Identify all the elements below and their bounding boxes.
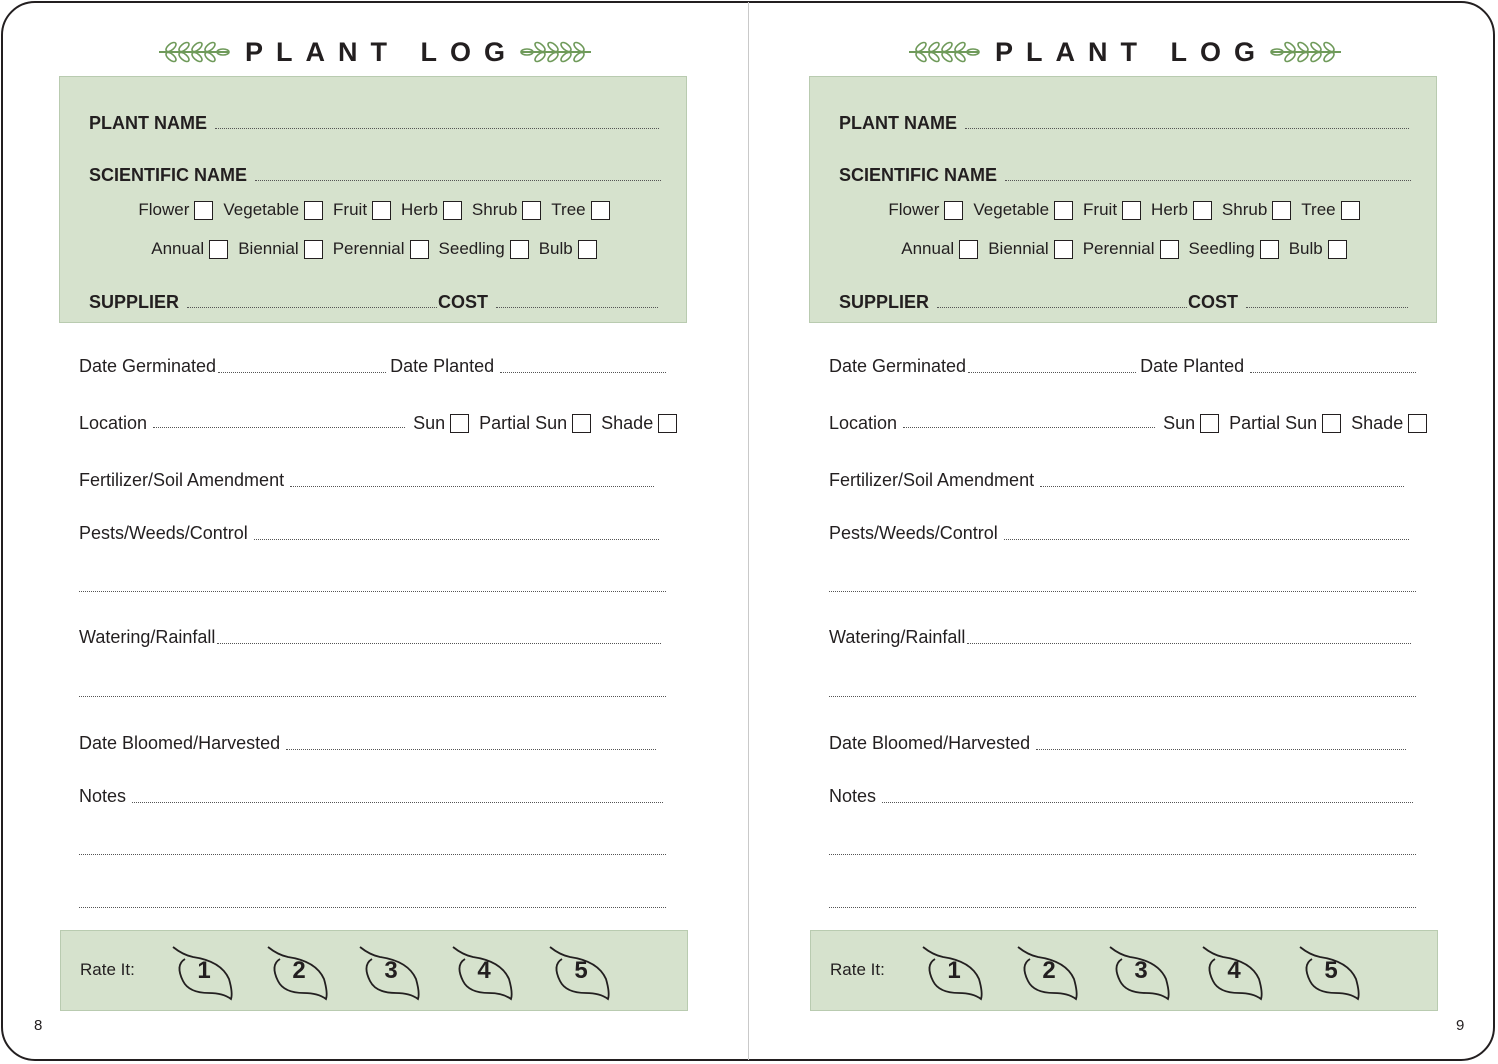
bloomed-line — [1036, 749, 1406, 750]
page-number: 9 — [1456, 1017, 1465, 1034]
option-partial-sun[interactable] — [479, 413, 591, 434]
bloomed-field[interactable] — [79, 733, 656, 754]
rating-leaf-4[interactable] — [451, 943, 517, 1001]
option-sun[interactable] — [1163, 413, 1219, 434]
page-title-row — [750, 30, 1498, 74]
notes-line — [882, 802, 1413, 803]
plant-name-field[interactable] — [839, 113, 1409, 134]
checkbox[interactable] — [1272, 201, 1291, 220]
pests-line — [1004, 539, 1409, 540]
watering-line — [967, 643, 1411, 644]
cost-line — [1246, 307, 1408, 308]
bloomed-line — [286, 749, 656, 750]
plant-info-panel — [809, 76, 1437, 323]
option-shrub[interactable] — [472, 200, 541, 220]
option-label: Shade — [1351, 413, 1404, 433]
option-label: Shrub — [471, 200, 518, 219]
checkbox[interactable] — [1328, 240, 1347, 259]
right-page — [750, 0, 1498, 1064]
option-vegetable[interactable] — [973, 200, 1073, 220]
option-shade[interactable] — [601, 413, 677, 434]
checkbox[interactable] — [1322, 414, 1341, 433]
plant-info-panel — [59, 76, 687, 323]
checkbox[interactable] — [1193, 201, 1212, 220]
watering-extra-line[interactable] — [79, 696, 666, 697]
option-label: Perennial — [332, 239, 405, 258]
location-label: Location — [829, 413, 898, 433]
option-label: Bulb — [538, 239, 573, 258]
date-planted-line — [1250, 372, 1416, 373]
option-label: Annual — [151, 239, 205, 258]
cost-field[interactable] — [438, 292, 658, 313]
date-germinated-line — [968, 372, 1136, 373]
checkbox[interactable] — [443, 201, 462, 220]
fertilizer-label: Fertilizer/Soil Amendment — [829, 470, 1035, 490]
fertilizer-line — [290, 486, 654, 487]
option-biennial[interactable] — [238, 239, 323, 259]
plant-name-label: PLANT NAME — [839, 113, 957, 133]
rating-panel — [60, 930, 688, 1011]
rate-label: Rate It: — [830, 960, 885, 979]
rating-leaf-5[interactable] — [1298, 943, 1364, 1001]
option-herb[interactable] — [401, 200, 462, 220]
option-label: Perennial — [1082, 239, 1155, 258]
rating-number: 5 — [1324, 957, 1338, 984]
rating-leaf-3[interactable] — [358, 943, 424, 1001]
notes-label: Notes — [79, 786, 127, 806]
cost-label: COST — [438, 292, 489, 312]
notes-extra-line[interactable] — [79, 907, 666, 908]
plant-type-options — [60, 200, 688, 220]
option-label: Tree — [551, 200, 586, 219]
checkbox[interactable] — [1054, 240, 1073, 259]
option-label: Sun — [413, 413, 446, 433]
supplier-field[interactable] — [89, 292, 437, 313]
rating-number: 4 — [1227, 957, 1241, 984]
option-perennial[interactable] — [1083, 239, 1179, 259]
plant-name-field[interactable] — [89, 113, 659, 134]
scientific-name-field[interactable] — [89, 165, 661, 186]
date-germinated-field[interactable] — [79, 356, 666, 377]
checkbox[interactable] — [1054, 201, 1073, 220]
option-label: Shrub — [1221, 200, 1268, 219]
checkbox[interactable] — [304, 240, 323, 259]
option-shade[interactable] — [1351, 413, 1427, 434]
option-fruit[interactable] — [1083, 200, 1141, 220]
page-title: PLANT LOG — [995, 36, 1268, 67]
checkbox[interactable] — [1260, 240, 1279, 259]
rating-number: 5 — [574, 957, 588, 984]
rating-leaf-3[interactable] — [1108, 943, 1174, 1001]
location-field[interactable] — [79, 413, 677, 434]
supplier-label: SUPPLIER — [839, 292, 930, 312]
option-tree[interactable] — [551, 200, 609, 220]
checkbox[interactable] — [1160, 240, 1179, 259]
fertilizer-field[interactable] — [829, 470, 1404, 491]
location-line — [153, 427, 405, 428]
notes-line — [132, 802, 663, 803]
bloomed-field[interactable] — [829, 733, 1406, 754]
date-planted-label: Date Planted — [1140, 356, 1245, 376]
rating-leaf-2[interactable] — [1016, 943, 1082, 1001]
option-label: Partial Sun — [1229, 413, 1318, 433]
option-seedling[interactable] — [1189, 239, 1279, 259]
rating-number: 2 — [292, 957, 306, 984]
option-sun[interactable] — [413, 413, 469, 434]
option-label: Vegetable — [223, 200, 300, 219]
watering-field[interactable] — [829, 627, 1411, 648]
checkbox[interactable] — [194, 201, 213, 220]
watering-extra-line[interactable] — [829, 696, 1416, 697]
option-tree[interactable] — [1301, 200, 1359, 220]
right-sprig-icon — [519, 39, 593, 65]
plant-life-options — [810, 239, 1438, 259]
location-field[interactable] — [829, 413, 1427, 434]
pests-label: Pests/Weeds/Control — [79, 523, 248, 543]
checkbox[interactable] — [959, 240, 978, 259]
bloomed-label: Date Bloomed/Harvested — [79, 733, 281, 753]
supplier-label: SUPPLIER — [89, 292, 180, 312]
checkbox[interactable] — [510, 240, 529, 259]
rating-leaf-5[interactable] — [548, 943, 614, 1001]
location-line — [903, 427, 1155, 428]
cost-line — [496, 307, 658, 308]
option-seedling[interactable] — [439, 239, 529, 259]
checkbox[interactable] — [372, 201, 391, 220]
scientific-name-label: SCIENTIFIC NAME — [89, 165, 248, 185]
sun-options — [413, 413, 677, 434]
option-label: Biennial — [238, 239, 299, 258]
date-germinated-field[interactable] — [829, 356, 1416, 377]
rating-leaf-1[interactable] — [171, 943, 237, 1001]
pests-label: Pests/Weeds/Control — [829, 523, 998, 543]
option-annual[interactable] — [151, 239, 228, 259]
notes-field[interactable] — [829, 786, 1413, 807]
checkbox[interactable] — [572, 414, 591, 433]
option-label: Annual — [901, 239, 955, 258]
bloomed-label: Date Bloomed/Harvested — [829, 733, 1031, 753]
option-label: Biennial — [988, 239, 1049, 258]
option-shrub[interactable] — [1222, 200, 1291, 220]
option-label: Herb — [1151, 200, 1188, 219]
option-annual[interactable] — [901, 239, 978, 259]
plant-name-line — [965, 128, 1409, 129]
option-label: Partial Sun — [479, 413, 568, 433]
notes-field[interactable] — [79, 786, 663, 807]
checkbox[interactable] — [209, 240, 228, 259]
scientific-name-line — [1005, 180, 1411, 181]
supplier-line — [187, 307, 437, 308]
checkbox[interactable] — [1122, 201, 1141, 220]
option-perennial[interactable] — [333, 239, 429, 259]
pests-field[interactable] — [829, 523, 1409, 544]
supplier-field[interactable] — [839, 292, 1187, 313]
rating-number: 1 — [947, 957, 961, 984]
rating-number: 3 — [1134, 957, 1148, 984]
rate-label: Rate It: — [80, 960, 135, 979]
cost-field[interactable] — [1188, 292, 1408, 313]
notes-extra-line[interactable] — [79, 854, 666, 855]
date-germinated-label: Date Germinated — [79, 356, 217, 376]
date-planted-label: Date Planted — [390, 356, 495, 376]
option-label: Vegetable — [973, 200, 1050, 219]
left-sprig-icon — [907, 39, 981, 65]
rating-leaf-4[interactable] — [1201, 943, 1267, 1001]
checkbox[interactable] — [410, 240, 429, 259]
date-germinated-line — [218, 372, 386, 373]
scientific-name-field[interactable] — [839, 165, 1411, 186]
option-biennial[interactable] — [988, 239, 1073, 259]
rating-panel — [810, 930, 1438, 1011]
date-planted-line — [500, 372, 666, 373]
notes-extra-line[interactable] — [829, 907, 1416, 908]
checkbox[interactable] — [522, 201, 541, 220]
rating-number: 1 — [197, 957, 211, 984]
notes-label: Notes — [829, 786, 877, 806]
watering-label: Watering/Rainfall — [829, 627, 966, 647]
pests-field[interactable] — [79, 523, 659, 544]
location-label: Location — [79, 413, 148, 433]
checkbox[interactable] — [591, 201, 610, 220]
cost-label: COST — [1188, 292, 1239, 312]
checkbox[interactable] — [1341, 201, 1360, 220]
option-partial-sun[interactable] — [1229, 413, 1341, 434]
sun-options — [1163, 413, 1427, 434]
option-label: Bulb — [1288, 239, 1323, 258]
option-label: Tree — [1301, 200, 1336, 219]
option-label: Herb — [401, 200, 438, 219]
option-label: Flower — [138, 200, 190, 219]
fertilizer-field[interactable] — [79, 470, 654, 491]
watering-field[interactable] — [79, 627, 661, 648]
pests-extra-line[interactable] — [79, 591, 666, 592]
checkbox[interactable] — [1200, 414, 1219, 433]
option-bulb[interactable] — [539, 239, 597, 259]
option-label: Fruit — [333, 200, 368, 219]
rating-leaf-2[interactable] — [266, 943, 332, 1001]
plant-type-options — [810, 200, 1438, 220]
rating-number: 2 — [1042, 957, 1056, 984]
rating-leaf-1[interactable] — [921, 943, 987, 1001]
option-label: Seedling — [438, 239, 505, 258]
date-germinated-label: Date Germinated — [829, 356, 967, 376]
option-label: Fruit — [1083, 200, 1118, 219]
pests-line — [254, 539, 659, 540]
checkbox[interactable] — [1408, 414, 1427, 433]
checkbox[interactable] — [304, 201, 323, 220]
option-flower[interactable] — [138, 200, 213, 220]
left-sprig-icon — [157, 39, 231, 65]
checkbox[interactable] — [658, 414, 677, 433]
pests-extra-line[interactable] — [829, 591, 1416, 592]
watering-line — [217, 643, 661, 644]
scientific-name-line — [255, 180, 661, 181]
option-flower[interactable] — [888, 200, 963, 220]
option-bulb[interactable] — [1289, 239, 1347, 259]
fertilizer-label: Fertilizer/Soil Amendment — [79, 470, 285, 490]
plant-life-options — [60, 239, 688, 259]
option-label: Seedling — [1188, 239, 1255, 258]
option-label: Sun — [1163, 413, 1196, 433]
option-herb[interactable] — [1151, 200, 1212, 220]
checkbox[interactable] — [578, 240, 597, 259]
option-label: Shade — [601, 413, 654, 433]
option-vegetable[interactable] — [223, 200, 323, 220]
fertilizer-line — [1040, 486, 1404, 487]
page-number: 8 — [34, 1017, 43, 1034]
scientific-name-label: SCIENTIFIC NAME — [839, 165, 998, 185]
plant-name-label: PLANT NAME — [89, 113, 207, 133]
checkbox[interactable] — [450, 414, 469, 433]
checkbox[interactable] — [944, 201, 963, 220]
notes-extra-line[interactable] — [829, 854, 1416, 855]
page-title-row — [0, 30, 750, 74]
right-sprig-icon — [1269, 39, 1343, 65]
option-fruit[interactable] — [333, 200, 391, 220]
plant-name-line — [215, 128, 659, 129]
supplier-line — [937, 307, 1187, 308]
rating-number: 4 — [477, 957, 491, 984]
option-label: Flower — [888, 200, 940, 219]
page-title: PLANT LOG — [245, 36, 518, 67]
watering-label: Watering/Rainfall — [79, 627, 216, 647]
rating-number: 3 — [384, 957, 398, 984]
